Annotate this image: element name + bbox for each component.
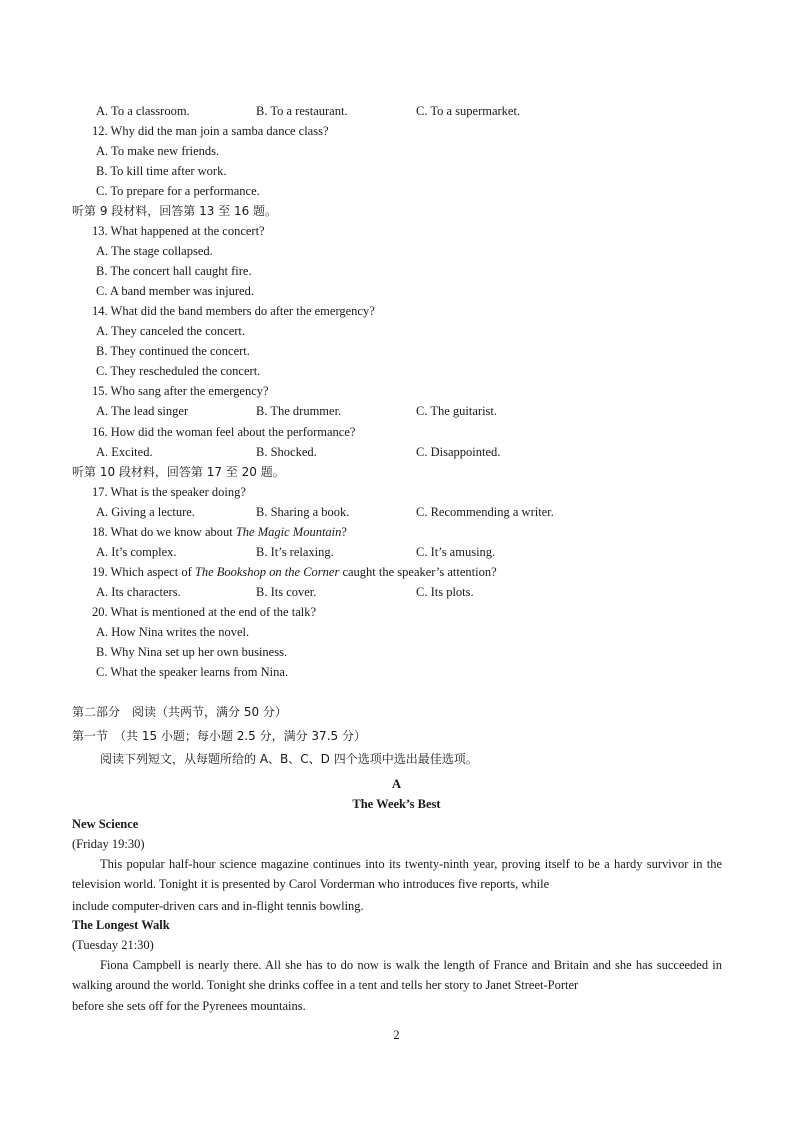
- q11-option-c: C. To a supermarket.: [416, 104, 521, 118]
- program-1-description-end: include computer-driven cars and in-flight tennis bowling.: [72, 899, 364, 913]
- reading-instruction: 阅读下列短文，从每题所给的 A、B、C、D 四个选项中选出最佳选项。: [100, 752, 478, 766]
- q17-option-c: C. Recommending a writer.: [416, 505, 554, 519]
- q18-option-b: B. It’s relaxing.: [256, 545, 334, 559]
- q11-option-a: A. To a classroom.: [96, 104, 190, 118]
- segment-10-instruction: 听第 10 段材料，回答第 17 至 20 题。: [72, 465, 285, 479]
- q16-option-a: A. Excited.: [96, 445, 153, 459]
- q20-option-b: B. Why Nina set up her own business.: [96, 645, 288, 659]
- q14-option-a: A. They canceled the concert.: [96, 324, 245, 338]
- q19-stem: [92, 564, 497, 580]
- q12-option-a: A. To make new friends.: [96, 144, 220, 158]
- q15-option-a: A. The lead singer: [96, 404, 189, 418]
- q16-stem: 16. How did the woman feel about the performance?: [92, 425, 356, 439]
- program-1-name: New Science: [72, 817, 139, 831]
- q12-option-b: B. To kill time after work.: [96, 164, 227, 178]
- q20-option-a: A. How Nina writes the novel.: [96, 625, 250, 639]
- program-2-name: The Longest Walk: [72, 918, 170, 932]
- program-2-description: Fiona Campbell is nearly there. All she has to do now is walk the length of France and Britain and she has succeeded in walking around the world. Tonight she drinks coffee in a tent and tells her story to Janet Street-Porter: [72, 958, 722, 992]
- program-1-description: This popular half-hour science magazine continues into its twenty-ninth year, proving itself to be a hardy survivor in the television world. Tonight it is presented by Carol Vorderman who introduces five reports, while: [72, 857, 722, 891]
- q20-stem: 20. What is mentioned at the end of the talk?: [92, 605, 317, 619]
- q16-option-b: B. Shocked.: [256, 445, 317, 459]
- section-1-heading: 第一节 （共 15 小题；每小题 2.5 分，满分 37.5 分）: [72, 729, 366, 743]
- passage-letter: A: [391, 777, 402, 791]
- q17-stem: 17. What is the speaker doing?: [92, 485, 246, 499]
- q20-option-c: C. What the speaker learns from Nina.: [96, 665, 289, 679]
- q18-book-title: The Magic Mountain: [235, 525, 342, 539]
- q19-stem-text: 19. Which aspect of: [92, 565, 195, 579]
- q15-option-b: B. The drummer.: [256, 404, 342, 418]
- q18-stem-text: 18. What do we know about: [92, 525, 236, 539]
- passage-title: The Week’s Best: [352, 797, 441, 811]
- q19-option-a: A. Its characters.: [96, 585, 181, 599]
- page-number: 2: [393, 1028, 400, 1042]
- q16-option-c: C. Disappointed.: [416, 445, 501, 459]
- q18-option-a: A. It’s complex.: [96, 545, 177, 559]
- q14-stem: 14. What did the band members do after the emergency?: [92, 304, 375, 318]
- q18-stem-end: ?: [341, 525, 347, 539]
- q19-book-title: The Bookshop on the Corner: [194, 565, 340, 579]
- q19-option-c: C. Its plots.: [416, 585, 474, 599]
- program-1-time: (Friday 19:30): [72, 837, 145, 851]
- program-2-description-end: before she sets off for the Pyrenees mountains.: [72, 999, 306, 1013]
- q12-stem: 12. Why did the man join a samba dance class?: [92, 124, 329, 138]
- q14-option-c: C. They rescheduled the concert.: [96, 364, 261, 378]
- segment-9-instruction: 听第 9 段材料，回答第 13 至 16 题。: [72, 204, 278, 218]
- q15-stem: 15. Who sang after the emergency?: [92, 384, 269, 398]
- q11-option-b: B. To a restaurant.: [256, 104, 348, 118]
- q18-option-c: C. It’s amusing.: [416, 545, 496, 559]
- part-2-heading: 第二部分 阅读（共两节，满分 50 分）: [72, 705, 287, 719]
- q13-option-c: C. A band member was injured.: [96, 284, 254, 298]
- q13-option-a: A. The stage collapsed.: [96, 244, 213, 258]
- q14-option-b: B. They continued the concert.: [96, 344, 250, 358]
- q19-stem-end: caught the speaker’s attention?: [339, 565, 497, 579]
- q17-option-b: B. Sharing a book.: [256, 505, 350, 519]
- q15-option-c: C. The guitarist.: [416, 404, 498, 418]
- q13-option-b: B. The concert hall caught fire.: [96, 264, 252, 278]
- q12-option-c: C. To prepare for a performance.: [96, 184, 260, 198]
- q19-option-b: B. Its cover.: [256, 585, 317, 599]
- q13-stem: 13. What happened at the concert?: [92, 224, 265, 238]
- q17-option-a: A. Giving a lecture.: [96, 505, 195, 519]
- q18-stem: [92, 524, 347, 540]
- program-2-time: (Tuesday 21:30): [72, 938, 154, 952]
